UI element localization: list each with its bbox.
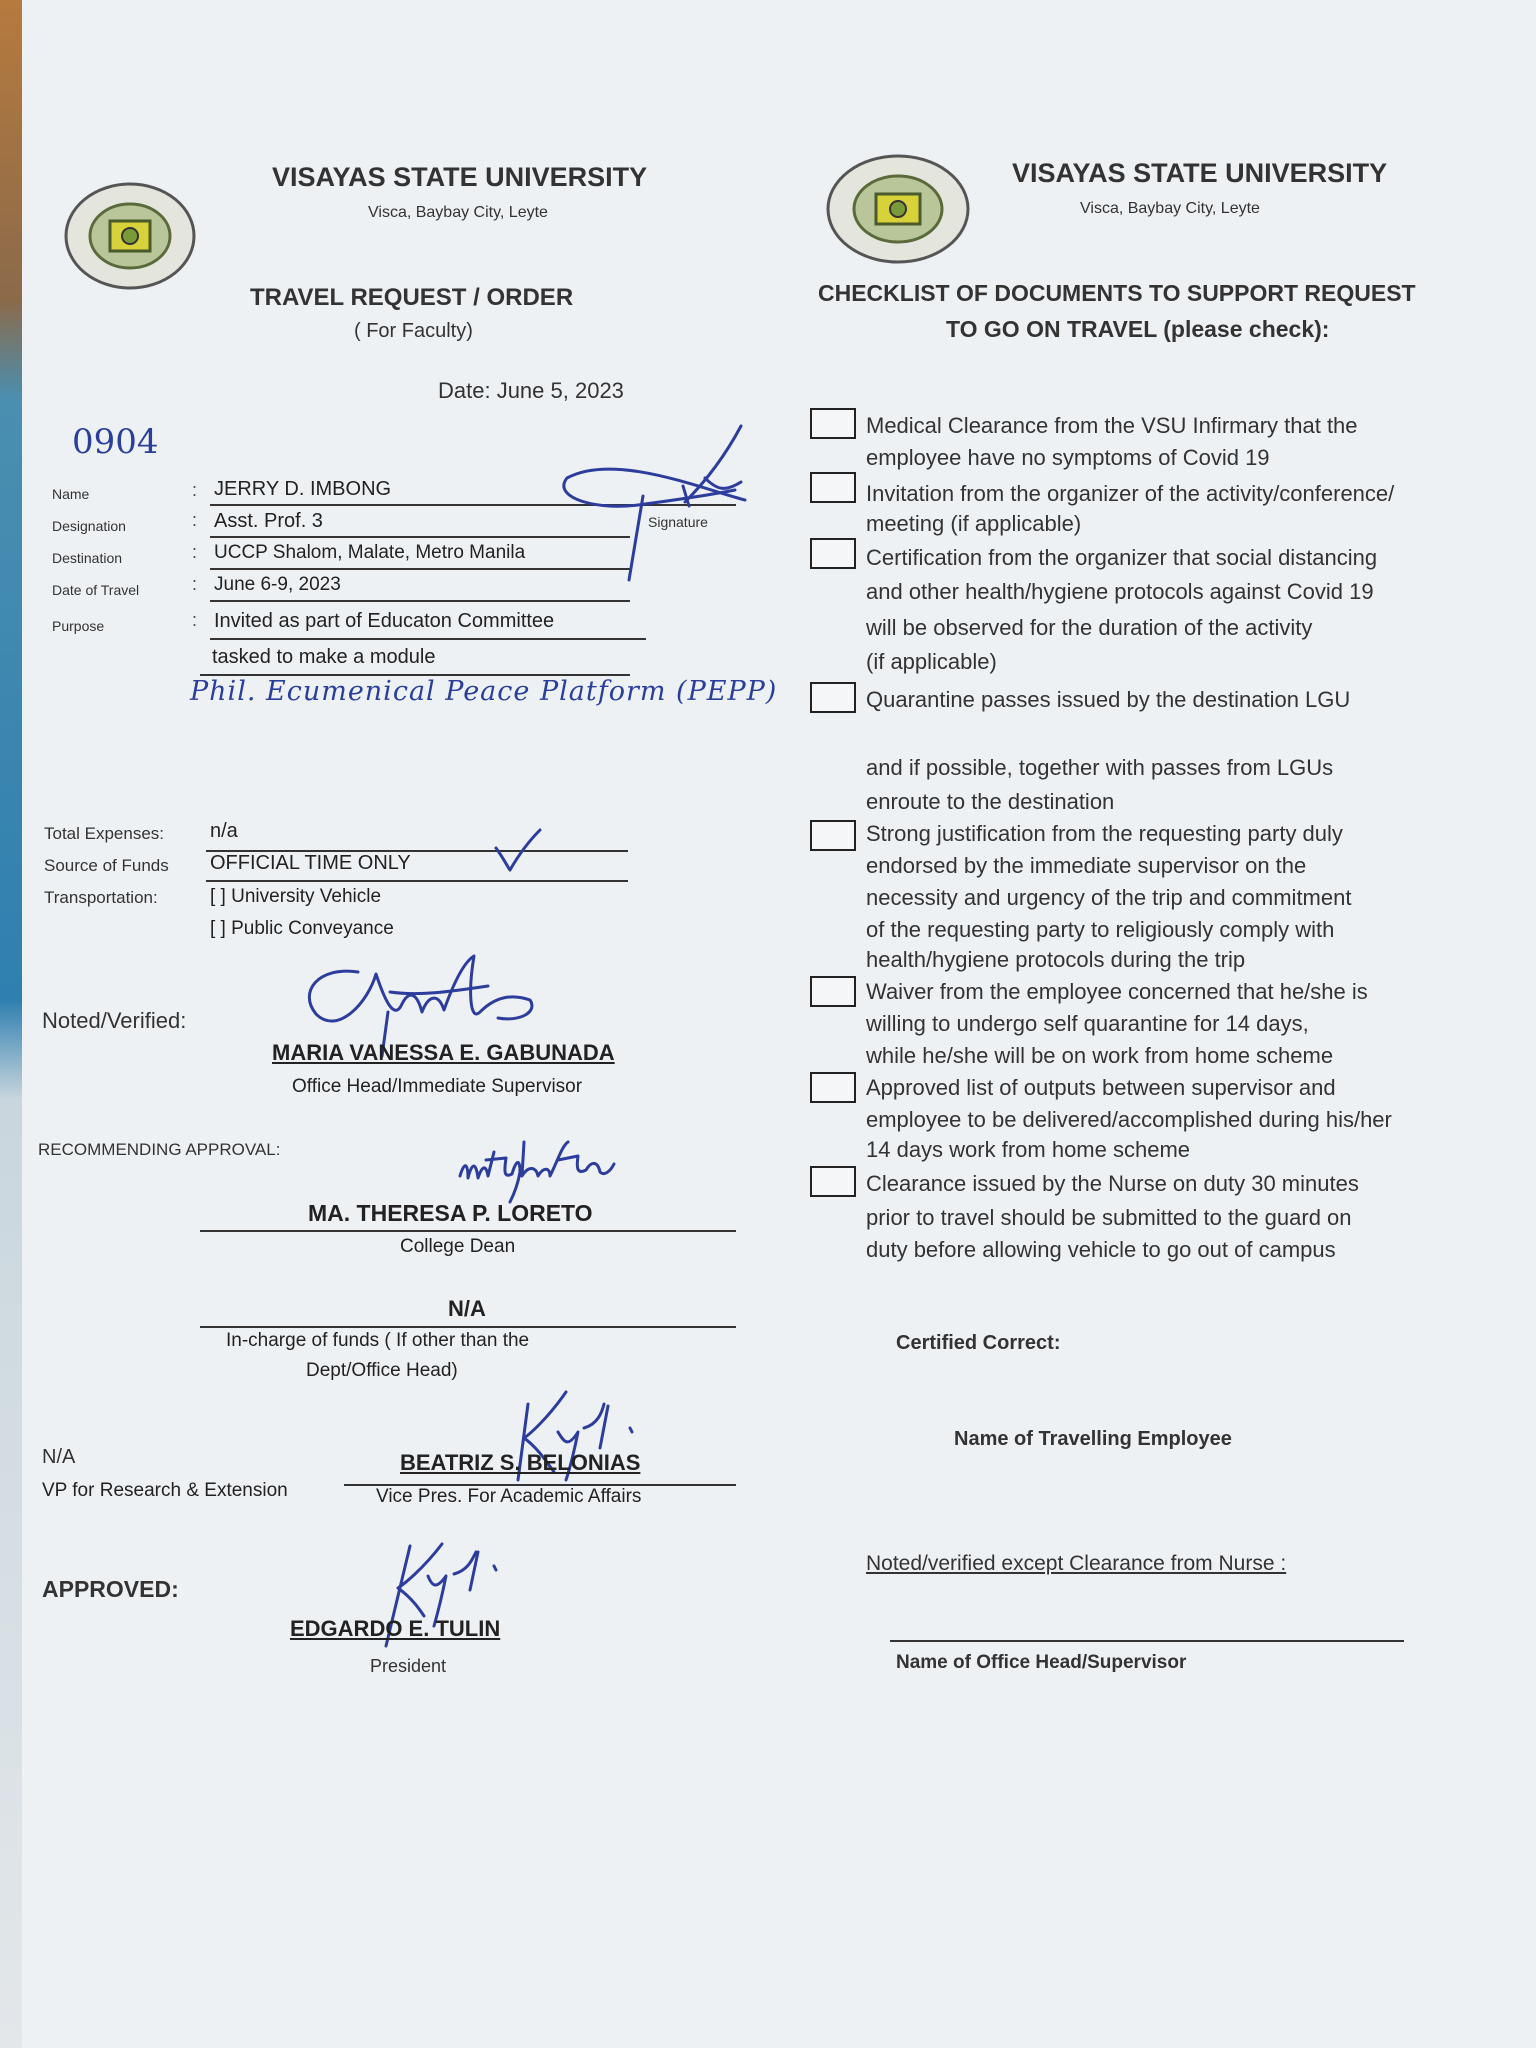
university-name-left: VISAYAS STATE UNIVERSITY (272, 162, 648, 192)
option-public-conveyance: [ ] Public Conveyance (210, 918, 394, 939)
colon: : (192, 542, 198, 562)
supervisor-position: Office Head/Immediate Supervisor (292, 1076, 583, 1097)
checklist-item-7-line-2: employee to be delivered/accomplished during his/her (866, 1107, 1392, 1132)
form-subtitle: ( For Faculty) (354, 320, 473, 342)
checklist-title-line-1: CHECKLIST OF DOCUMENTS TO SUPPORT REQUEST (818, 280, 1416, 306)
supervisor-name: MARIA VANESSA E. GABUNADA (272, 1040, 615, 1065)
destination-label: Destination (52, 550, 123, 566)
checklist-item-3-line-2: and other health/hygiene protocols against Covid 19 (866, 579, 1374, 604)
checklist-item-7-line-3: 14 days work from home scheme (866, 1137, 1191, 1162)
colon: : (192, 510, 198, 530)
noted-except-nurse-label: Noted/verified except Clearance from Nurse : (866, 1552, 1287, 1575)
checklist-item-8-line-2: prior to travel should be submitted to the guard on (866, 1205, 1352, 1230)
checklist-item-1-line-1: Medical Clearance from the VSU Infirmary that the (866, 413, 1358, 438)
checklist-item-4-line-3: and if possible, together with passes from LGUs (866, 755, 1334, 780)
travelling-employee-label: Name of Travelling Employee (954, 1428, 1232, 1450)
handwritten-number: 0904 (72, 422, 159, 462)
option-university-vehicle: [ ] University Vehicle (210, 886, 382, 907)
checklist-item-7-line-1: Approved list of outputs between supervisor and (866, 1075, 1336, 1100)
transportation-label: Transportation: (44, 888, 158, 907)
checkbox-justification[interactable] (810, 820, 856, 851)
checklist-item-5-line-5: health/hygiene protocols during the trip (866, 947, 1246, 972)
president-position: President (370, 1656, 447, 1676)
dean-name: MA. THERESA P. LORETO (308, 1200, 593, 1226)
checklist-item-6-line-3: while he/she will be on work from home scheme (866, 1043, 1334, 1068)
approved-label: APPROVED: (42, 1576, 179, 1602)
destination-value: UCCP Shalom, Malate, Metro Manila (214, 542, 526, 563)
checklist-item-8-line-1: Clearance issued by the Nurse on duty 30 minutes (866, 1171, 1359, 1196)
signature-label: Signature (648, 514, 708, 530)
checklist-item-6-line-2: willing to undergo self quarantine for 14 days, (866, 1011, 1309, 1036)
designation-label: Designation (52, 518, 126, 534)
checkbox-quarantine-passes[interactable] (810, 682, 856, 713)
checklist-item-6-line-1: Waiver from the employee concerned that he/she is (866, 979, 1368, 1004)
purpose-line-1: Invited as part of Educaton Committee (214, 610, 555, 632)
colon: : (192, 480, 198, 500)
vsu-seal-left-icon (62, 180, 198, 292)
colon: : (192, 574, 198, 594)
total-expenses-label: Total Expenses: (44, 824, 165, 843)
dean-position: College Dean (400, 1236, 516, 1257)
checklist-item-5-line-4: of the requesting party to religiously comply with (866, 917, 1335, 942)
colon: : (192, 610, 198, 630)
office-head-signature-line (890, 1640, 1404, 1642)
date-underline (210, 600, 630, 602)
checkbox-approved-outputs[interactable] (810, 1072, 856, 1103)
purpose-line-2: tasked to make a module (212, 646, 436, 668)
date-of-travel-label: Date of Travel (52, 582, 140, 598)
checklist-item-3-line-3: will be observed for the duration of the activity (866, 615, 1313, 640)
date-of-travel-value: June 6-9, 2023 (214, 574, 341, 595)
checklist-item-3-line-4: (if applicable) (866, 649, 997, 674)
checkmark-icon (494, 826, 542, 874)
checklist-item-5-line-1: Strong justification from the requesting party duly (866, 821, 1343, 846)
dean-signature (458, 1132, 618, 1204)
certified-correct-label: Certified Correct: (896, 1332, 1061, 1354)
university-name-right: VISAYAS STATE UNIVERSITY (1012, 158, 1388, 188)
checkbox-nurse-clearance[interactable] (810, 1166, 856, 1197)
purpose-handwritten: Phil. Ecumenical Peace Platform (PEPP) (190, 676, 778, 707)
funds-signature-line (200, 1326, 736, 1328)
source-of-funds-value: OFFICIAL TIME ONLY (210, 852, 411, 874)
vpaa-name: BEATRIZ S. BELONIAS (400, 1450, 641, 1475)
source-of-funds-label: Source of Funds (44, 856, 169, 875)
checklist-item-2-line-1: Invitation from the organizer of the activity/conference/ (866, 481, 1395, 506)
checkbox-medical-clearance[interactable] (810, 408, 856, 439)
checklist-item-8-line-3: duty before allowing vehicle to go out of campus (866, 1237, 1336, 1262)
name-value: JERRY D. IMBONG (214, 478, 392, 500)
noted-verified-label: Noted/Verified: (42, 1008, 187, 1033)
checklist-item-5-line-2: endorsed by the immediate supervisor on the (866, 853, 1307, 878)
designation-value: Asst. Prof. 3 (214, 510, 323, 532)
checklist-item-3-line-1: Certification from the organizer that social distancing (866, 545, 1378, 570)
form-title: TRAVEL REQUEST / ORDER (250, 284, 574, 311)
checklist-item-1-line-2: employee have no symptoms of Covid 19 (866, 445, 1270, 470)
purpose-label: Purpose (52, 618, 105, 634)
vsu-seal-right-icon (824, 152, 972, 266)
dean-signature-line (200, 1230, 736, 1232)
funds-incharge-name: N/A (448, 1296, 486, 1321)
office-head-label: Name of Office Head/Supervisor (896, 1652, 1187, 1673)
president-name: EDGARDO E. TULIN (290, 1616, 501, 1641)
checkbox-certification[interactable] (810, 538, 856, 569)
checklist-item-5-line-3: necessity and urgency of the trip and commitment (866, 885, 1352, 910)
funds-incharge-position: In-charge of funds ( If other than the (226, 1330, 530, 1351)
requester-signature (555, 420, 755, 600)
funds-incharge-position-2: Dept/Office Head) (306, 1360, 458, 1381)
vpaa-position: Vice Pres. For Academic Affairs (376, 1486, 642, 1507)
name-label: Name (52, 486, 90, 502)
checklist-title-line-2: TO GO ON TRAVEL (please check): (946, 316, 1330, 342)
checklist-item-4-line-4: enroute to the destination (866, 789, 1115, 814)
vp-research-position: VP for Research & Extension (42, 1480, 288, 1501)
total-expenses-value: n/a (210, 820, 238, 842)
university-address-left: Visca, Baybay City, Leyte (368, 204, 548, 221)
request-date: Date: June 5, 2023 (438, 378, 624, 403)
recommending-approval-label: RECOMMENDING APPROVAL: (38, 1140, 281, 1159)
checklist-item-4-line-1: Quarantine passes issued by the destination LGU (866, 687, 1351, 712)
checklist-item-2-line-2: meeting (if applicable) (866, 511, 1082, 536)
checkbox-waiver[interactable] (810, 976, 856, 1007)
purpose-underline (210, 638, 646, 640)
university-address-right: Visca, Baybay City, Leyte (1080, 200, 1260, 217)
checkbox-invitation[interactable] (810, 472, 856, 503)
paper-edge-background (0, 0, 22, 2048)
source-underline (206, 880, 628, 882)
vp-research-value: N/A (42, 1446, 76, 1468)
